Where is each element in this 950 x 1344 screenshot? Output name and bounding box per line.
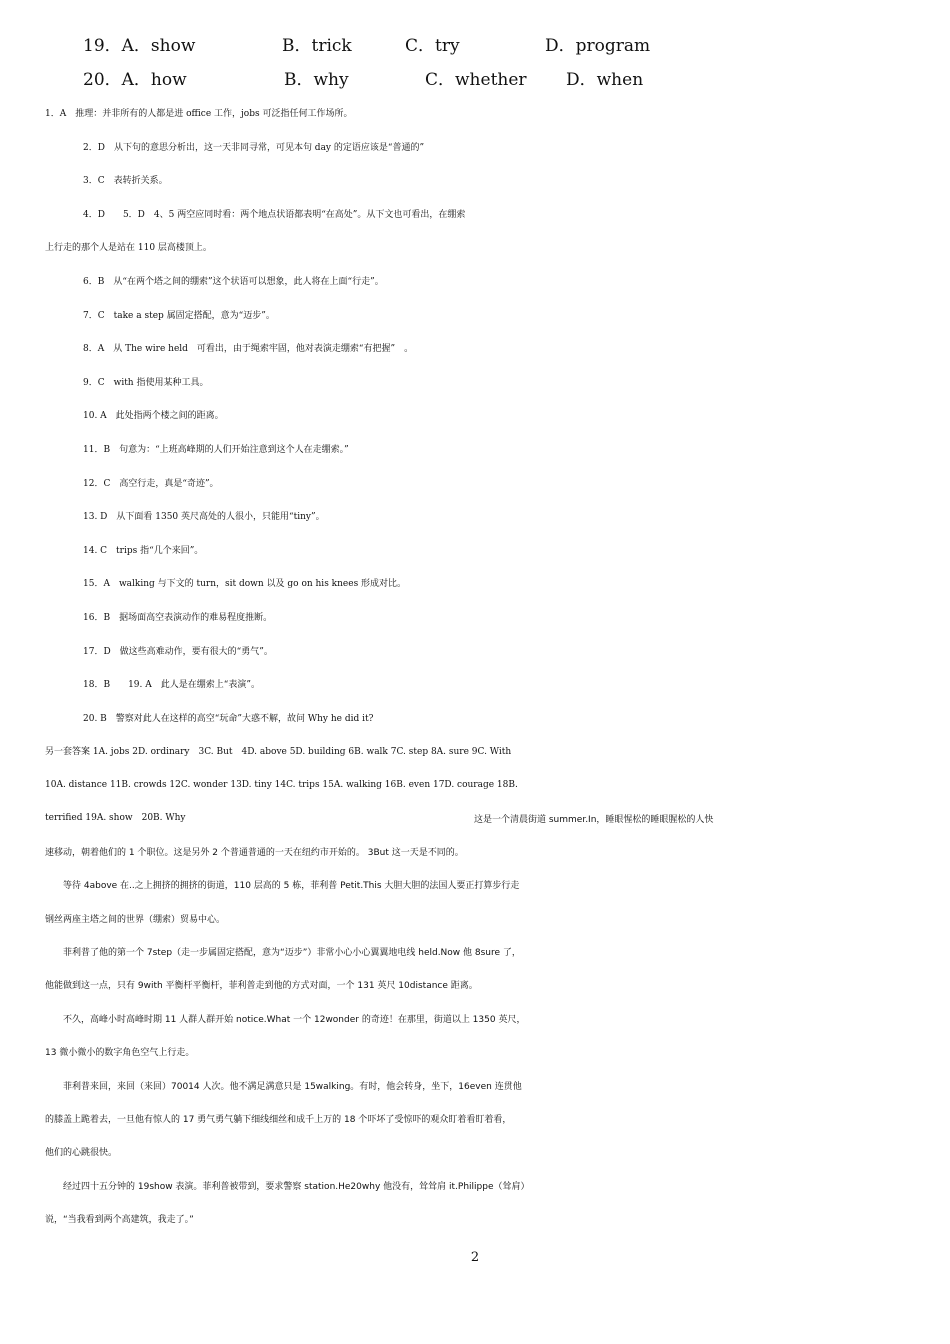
answer-line: 9．C with 指使用某种工具。 — [83, 377, 209, 388]
answer-line: 17．D 做这些高难动作，要有很大的“勇气”。 — [83, 646, 273, 657]
translation-line: 13 微小微小的数字角色空气上行走。 — [45, 1048, 195, 1058]
translation-line: 经过四十五分钟的 19show 表演。菲利普被带到，要求警察 station.He20why 他没有，耸耸肩 it.Philippe（耸肩） — [45, 1182, 530, 1192]
answer-line: 4．D 5．D 4、5 两空应同时看：两个地点状语都表明“在高处”。从下文也可看出，在绷索 — [83, 209, 466, 220]
answer-line: 18．B 19. A 此人是在绷索上“表演”。 — [83, 680, 260, 691]
answer-line: 8．A 从 The wire held 可看出，由于绳索牢固，他对表演走绷索“有把握” 。 — [83, 344, 414, 355]
translation-line: 的膝盖上跪着去，一旦他有惊人的 17 勇气勇气躺下细线细丝和成千上万的 18 个吓坏了受惊吓的观众盯着看盯着看， — [45, 1115, 512, 1125]
answer-line: 14. C trips 指“几个来回”。 — [83, 545, 204, 556]
translation-line: 速移动，朝着他们的 1 个职位。这是另外 2 个普通普通的一天在纽约市开始的。 3But 这一天是不同的。 — [45, 848, 464, 858]
answer-line: 15．A walking 与下文的 turn，sit down 以及 go on his knees 形成对比。 — [83, 579, 407, 590]
translation-line: 等待 4above 在..之上拥挤的拥挤的街道，110 层高的 5 栋，菲利普 Petit.This 大胆大胆的法国人要正打算步行走 — [45, 881, 520, 891]
answer-line: 12．C 高空行走，真是“奇迹”。 — [83, 478, 219, 489]
option-19-b: B．trick — [282, 36, 352, 56]
translation-line: 不久，高峰小时高峰时期 11 人群人群开始 notice.What 一个 12wonder 的奇迹！在那里，街道以上 1350 英尺， — [45, 1015, 526, 1025]
option-20-d: D．when — [566, 70, 644, 90]
answer-line: 3．C 表转折关系。 — [83, 176, 168, 187]
translation-first-line: 这是一个清晨街道 summer.In，睡眼惺松的睡眼腥松的人快 — [474, 815, 714, 825]
option-20-b: B．why — [284, 70, 349, 90]
option-20-a: 20．A．how — [83, 70, 187, 90]
translation-line: 菲利普来回，来回（来回）70014 人次。他不满足满意只是 15walking。有时，他会转身，坐下，16even 连贯他 — [45, 1082, 522, 1092]
answer-line: 20. B 警察对此人在这样的高空“玩命”大惑不解，故问 Why he did it? — [83, 713, 374, 724]
translation-line: 说，“当我看到两个高建筑，我走了。” — [45, 1215, 194, 1225]
option-19-d: D．program — [545, 36, 651, 56]
answer-line: 2．D 从下句的意思分析出，这一天非同寻常，可见本句 day 的定语应该是“普通的” — [83, 142, 425, 153]
answer-line: 1．A 推理：并非所有的人都是进 office 工作，jobs 可泛指任何工作场所。 — [45, 109, 353, 119]
answer-line: 10. A 此处指两个楼之间的距离。 — [83, 411, 224, 422]
answer-line: 7．C take a step 属固定搭配，意为“迈步”。 — [83, 310, 275, 321]
answer-line: 16．B 据场面高空表演动作的难易程度推断。 — [83, 613, 273, 623]
answer-line: 13. D 从下面看 1350 英尺高处的人很小，只能用“tiny”。 — [83, 512, 325, 523]
page-number: 2 — [470, 1250, 480, 1265]
alt-answer-line: 10A. distance 11B. crowds 12C. wonder 13D. tiny 14C. trips 15A. walking 16B. even 17D. courage 18B. — [45, 780, 518, 790]
option-19-a: 19．A．show — [83, 36, 196, 56]
answer-line: 11．B 句意为：“上班高峰期的人们开始注意到这个人在走绷索。” — [83, 445, 349, 455]
translation-line: 钢丝两座主塔之间的世界（绷索）贸易中心。 — [45, 915, 226, 925]
alt-answer-line: 另一套答案 1A. jobs 2D. ordinary 3C. But 4D. above 5D. building 6B. walk 7C. step 8A. sure 9C. With — [45, 747, 512, 757]
translation-line: 他们的心跳很快。 — [45, 1148, 118, 1158]
translation-line: 菲利普了他的第一个 7step（走一步属固定搭配，意为“迈步”）非常小心小心翼翼地电线 held.Now 他 8sure 了， — [45, 948, 521, 958]
alt-answer-line: terrified 19A. show 20B. Why — [45, 813, 186, 823]
answer-line: 6．B 从“在两个塔之间的绷索”这个状语可以想象，此人将在上面“行走”。 — [83, 277, 384, 287]
answer-line: 上行走的那个人是站在 110 层高楼顶上。 — [45, 243, 212, 254]
option-19-c: C．try — [405, 36, 460, 56]
translation-line: 他能做到这一点，只有 9with 平衡杆平衡杆，菲利普走到他的方式对面，一个 131 英尺 10distance 距离。 — [45, 981, 478, 991]
option-20-c: C．whether — [425, 70, 527, 90]
